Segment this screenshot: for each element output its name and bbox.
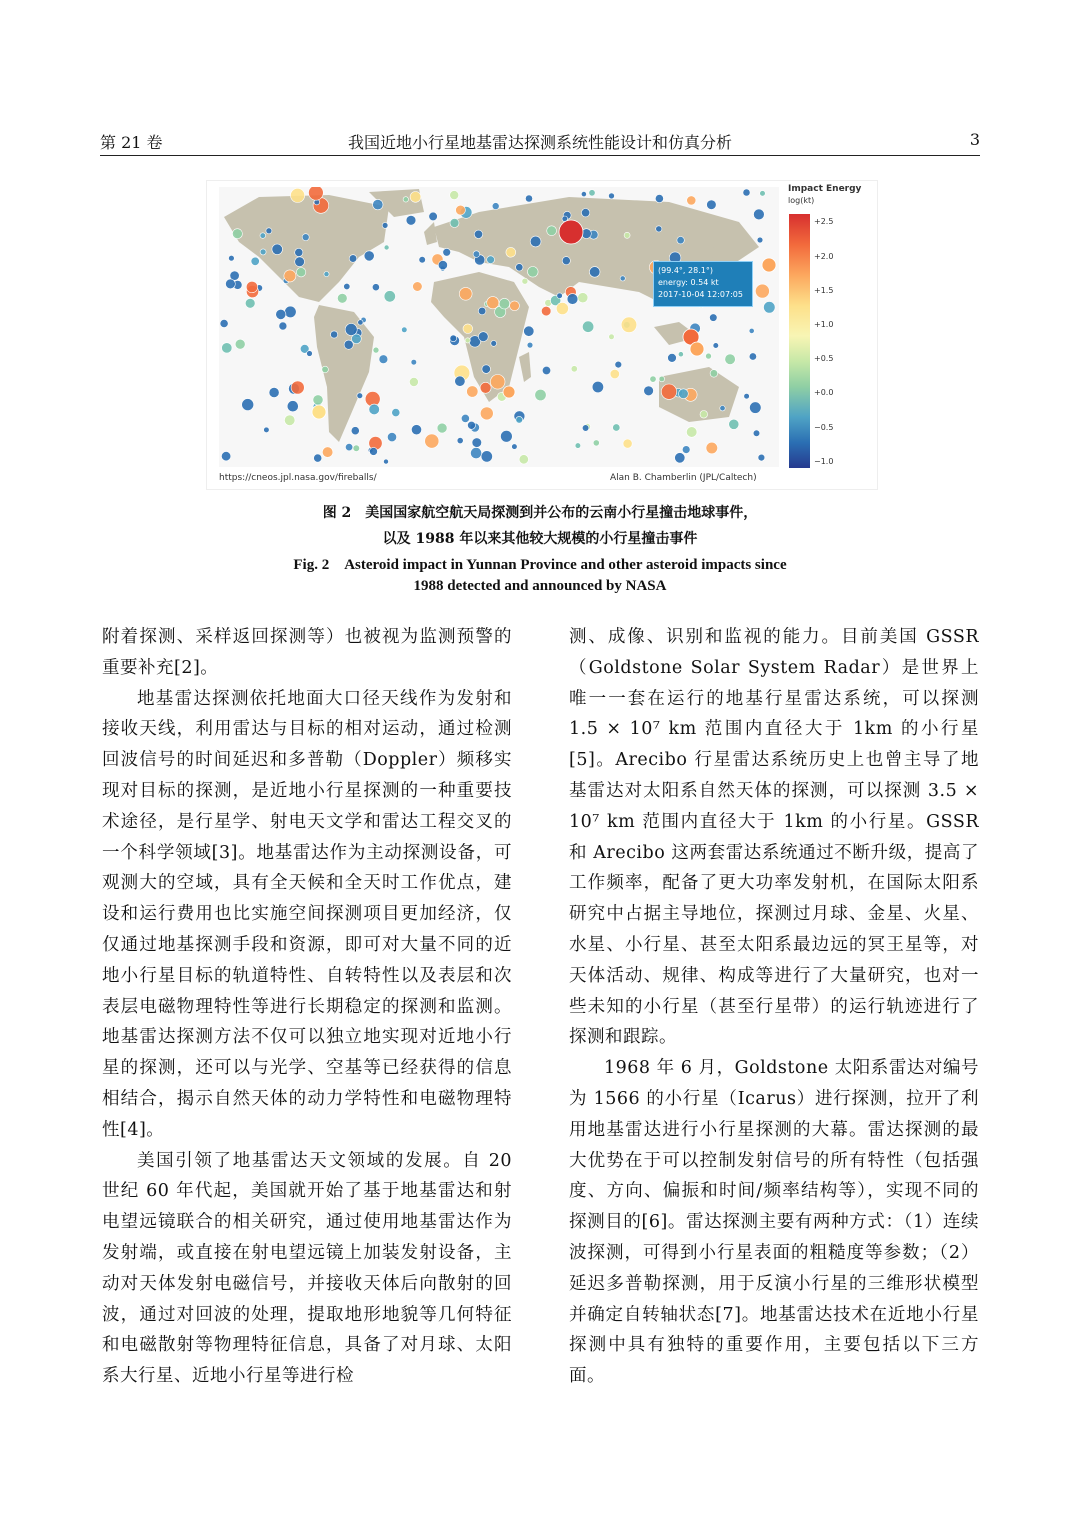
impact-marker [686,427,697,438]
impact-marker [512,444,518,450]
impact-marker [480,382,491,393]
impact-marker [661,384,676,399]
impact-marker [370,447,378,455]
impact-marker [620,276,625,281]
impact-marker [302,234,309,241]
impact-marker [713,343,719,349]
impact-marker [242,399,254,411]
impact-marker [575,443,581,449]
impact-marker [725,354,736,365]
impact-marker [369,404,380,415]
impact-marker [235,339,245,349]
impact-marker [411,359,417,365]
figure-caption-en-line2: 1988 detected and announced by NASA [413,578,667,594]
impact-marker [456,205,466,215]
paragraph: 测、成像、识别和监视的能力。目前美国 GSSR（Goldstone Solar System Radar）是世界上唯一一套在运行的地基行星雷达系统，可以探测 1.5 × 10⁷ km 范围内直径大于 1km 的小行星[5]。Arecibo 行星雷达系统历史上也曾主导了地基雷达对太阳系自然天体的探测，可以探测 3.5 × 10⁷ km 范围内直径大于 1km 的小行星。GSSR 和 Arecibo 这两套雷达系统通过不断升级，提高了工作频率，配备了更大功率发射机，在国际太阳系研究中占据主导地位，探测过月球、金星、火星、水星、小行星、甚至太阳系最边远的冥王星等，对天体活动、规律、构成等进行了大量研究，也对一些未知的小行星（甚至行星带）的运行轨迹进行了探测和跟踪。 [569,627,979,1048]
impact-marker [246,281,257,292]
impact-marker [402,327,408,333]
impact-marker [610,369,619,378]
impact-marker [353,445,360,452]
impact-marker [567,294,578,305]
impact-marker [687,196,696,205]
impact-marker [547,226,557,236]
impact-marker [322,447,333,458]
impact-marker [690,342,704,356]
impact-marker [251,257,259,265]
figure-caption-en-line1: Fig. 2 Asteroid impact in Yunnan Province and other asteroid impacts since [293,557,787,573]
colorbar-tick: +0.0 [814,388,834,397]
impact-marker [467,386,478,397]
impact-marker [557,293,563,299]
impact-marker [276,309,286,319]
impact-marker [373,199,383,209]
impact-marker [472,438,482,448]
impact-marker [351,427,359,435]
colorbar [789,214,810,468]
impact-marker [471,448,482,459]
impact-marker [473,251,480,258]
figure-caption-cn-line1: 图 2 美国国家航空航天局探测到并公布的云南小行星撞击地球事件， [322,505,758,521]
impact-marker [589,267,600,278]
impact-marker [490,375,505,390]
impact-marker [762,258,776,272]
impact-marker [468,421,476,429]
paragraph: 美国引领了地基雷达天文领域的发展。自 20 世纪 60 年代起，美国就开始了基于地基雷达和射电望远镜联合的相关研究，通过使用地基雷达作为发射端，或直接在射电望远镜上加装发射设备，主动对天体发射电磁信号，并接收天体后向散射的回波，通过对回波的处理，提取地形地貌等几何特征和电磁散射等物理特征信息，具备了对月球、太阳系大行星、近地小行星等进行检 [102,1150,512,1387]
impact-marker [491,341,497,347]
impact-marker [295,257,305,267]
impact-marker [675,453,685,463]
impact-marker [682,446,690,454]
impact-marker [615,361,622,368]
tooltip-datetime: 2017-10-04 12:07:05 [658,290,743,299]
impact-marker [700,411,708,419]
impact-marker [291,381,304,394]
impact-marker [364,251,374,261]
impact-marker [349,255,357,263]
impact-marker [679,389,689,399]
impact-marker [295,248,303,256]
impact-marker [571,366,577,372]
impact-marker [465,338,470,343]
impact-marker [438,261,447,270]
impact-marker [344,283,350,289]
impact-marker [562,257,570,265]
impact-marker [668,354,677,363]
impact-marker [229,255,235,261]
impact-marker [542,366,550,374]
impact-marker [750,402,762,414]
impact-marker [463,324,473,334]
impact-marker [506,247,516,257]
impact-marker [581,209,589,217]
impact-marker [291,188,305,202]
impact-marker [226,279,236,289]
colorbar-tick: +1.0 [814,320,834,329]
impact-marker [443,248,451,256]
impact-marker [220,319,228,327]
colorbar-title: Impact Energy [788,184,862,194]
impact-marker [757,237,763,243]
impact-marker [743,189,750,196]
impact-marker [487,297,499,309]
impact-marker [358,320,363,325]
colorbar-tick: −1.0 [814,457,834,466]
impact-marker [678,352,683,357]
impact-marker [379,355,388,364]
colorbar-tick: +0.5 [814,354,834,363]
tooltip-energy: energy: 0.54 kt [658,278,719,287]
impact-marker [535,389,546,400]
impact-marker [309,187,324,200]
impact-marker [593,440,599,446]
impact-tooltip [653,261,753,307]
impact-marker [481,451,492,462]
impact-marker [337,293,347,303]
impact-marker [710,370,718,378]
tooltip-coords: (99.4°, 28.1°) [658,266,713,275]
impact-marker [387,433,396,442]
impact-marker [372,284,379,291]
impact-marker [409,378,418,387]
impact-marker [221,452,230,461]
impact-marker [345,443,352,450]
impact-marker [450,191,459,200]
impact-marker [272,244,283,255]
impact-marker [578,293,588,303]
impact-marker [501,430,513,442]
impact-marker [373,347,379,353]
impact-marker [269,387,279,397]
impact-marker [474,230,482,238]
impact-marker [345,324,357,336]
impact-marker [461,414,469,422]
impact-marker [324,272,329,277]
impact-marker [322,366,329,373]
impact-marker [437,423,447,433]
impact-marker [729,419,739,429]
impact-marker [621,317,637,333]
impact-marker [480,407,493,420]
impact-marker [710,314,718,322]
impact-marker [482,365,491,374]
paragraph: 1968 年 6 月，Goldstone 太阳系雷达对编号为 1566 的小行星（Icarus）进行探测，拉开了利用地基雷达进行小行星探测的大幕。雷达探测的最大优势在于可以控制发射信号的所有特性（包括强度、方向、偏振和时间/频率结构等），实现不同的探测目的[6]。雷达探测主要有两种方式：（1）连续波探测，可得到小行星表面的粗糙度等参数；（2）延迟多普勒探测，用于反演小行星的三维形状模型并确定自转轴状态[7]。地基雷达技术在近地小行星探测中具有独特的重要作用，主要包括以下三方面。 [569,1058,979,1387]
impact-marker [525,195,532,202]
impact-marker [556,302,568,314]
impact-marker [357,393,363,399]
impact-marker [384,459,389,464]
impact-marker [312,405,326,419]
impact-marker [764,302,776,314]
impact-marker [478,307,486,315]
impact-marker [455,376,465,386]
impact-marker [459,287,472,300]
impact-marker [287,401,298,412]
impact-marker [503,386,515,398]
page-header [100,128,980,154]
figure-impact-map [206,180,878,490]
impact-marker [527,342,533,348]
impact-marker [655,195,663,203]
impact-marker [406,215,416,225]
impact-marker [623,439,632,448]
world-map [219,187,779,467]
impact-marker [707,200,717,210]
impact-marker [749,328,754,333]
impact-marker [755,284,769,298]
impact-marker [744,393,750,399]
right-column [569,622,979,1392]
impact-marker [284,415,295,426]
impact-marker [624,232,630,238]
impact-marker [245,298,255,308]
impact-marker [331,331,338,338]
paragraph: 附着探测、采样返回探测等）也被视为监测预警的重要补充[2]。 [102,627,512,678]
impact-marker [516,264,523,271]
impact-marker [659,376,665,382]
impact-marker [706,353,712,359]
impact-marker [344,340,353,349]
impact-marker [582,425,589,432]
impact-marker [410,192,421,203]
impact-marker [589,190,595,196]
left-column [102,622,512,1392]
impact-marker [285,306,297,318]
impact-marker [264,427,270,433]
impact-marker [313,395,323,405]
impact-marker [592,381,603,392]
impact-marker [609,193,615,199]
impact-marker [516,416,523,423]
impact-marker [222,343,232,353]
impact-marker [392,409,400,417]
impact-marker [429,212,438,221]
impact-marker [411,425,421,435]
impact-marker [260,233,266,239]
impact-marker [706,442,718,454]
impact-marker [749,353,756,360]
impact-marker [403,197,408,202]
impact-marker [613,424,620,431]
impact-marker [384,245,389,250]
colorbar-subtitle: log(kt) [788,196,815,205]
impact-marker [510,301,520,311]
impact-marker [758,454,765,461]
colorbar-tick: +2.5 [814,217,834,226]
impact-marker [492,203,499,210]
impact-marker [541,306,551,316]
impact-marker [524,326,534,336]
impact-marker [279,322,287,330]
impact-marker [519,455,528,464]
impact-marker [760,191,766,197]
colorbar-tick: +1.5 [814,286,834,295]
impact-marker [382,223,388,229]
impact-marker [581,192,586,197]
colorbar-tick: +2.0 [814,252,834,261]
impact-marker [487,256,495,264]
header-rule [100,155,980,156]
impact-marker [582,321,593,332]
impact-marker [450,335,457,342]
impact-marker [650,376,656,382]
impact-marker [425,434,439,448]
impact-marker [528,267,539,278]
impact-marker [314,454,322,462]
running-title: 我国近地小行星地基雷达探测系统性能设计和仿真分析 [347,133,732,152]
impact-marker [419,256,426,263]
page-number: 3 [969,130,980,149]
impact-marker [499,298,510,309]
impact-marker [754,209,765,220]
impact-marker [677,237,684,244]
figure-caption-cn-line2: 以及 1988 年以来其他较大规模的小行星撞击事件 [382,531,698,547]
impact-marker [232,229,242,239]
impact-marker [266,228,272,234]
impact-marker [522,278,528,284]
impact-marker [644,386,654,396]
impact-marker [307,351,313,357]
impact-marker [413,282,423,292]
volume-label: 第 21 卷 [100,133,163,152]
impact-marker [296,268,305,277]
impact-marker [609,334,615,340]
impact-marker [559,220,583,244]
impact-marker [450,219,459,228]
figure-source-url: https://cneos.jpl.nasa.gov/fireballs/ [219,473,377,483]
impact-marker [753,430,760,437]
world-map-drawing [219,187,779,467]
figure-credit: Alan B. Chamberlin (JPL/Caltech) [610,473,757,483]
impact-marker [384,291,395,302]
impact-marker [260,249,266,255]
impact-marker [656,226,662,232]
impact-marker [478,332,488,342]
paragraph: 地基雷达探测依托地面大口径天线作为发射和接收天线，利用雷达与目标的相对运动，通过检测回波信号的时间延迟和多普勒（Doppler）频移实现对目标的探测，是近地小行星探测的一种重要技术途径，是行星学、射电天文学和雷达工程交叉的一个科学领域[3]。地基雷达作为主动探测设备，可观测大的空域，具有全天候和全天时工作优点，建设和运行费用也比实施空间探测项目更加经济，仅仅通过地基探测手段和资源，即可对大量不同的近地小行星目标的轨道特性、自转特性以及表层和次表层电磁物理特性等进行长期稳定的探测和监测。地基雷达探测方法不仅可以独立地实现对近地小行星的探测，还可以与光学、空基等已经获得的信息相结合，揭示自然天体的动力学特性和电磁物理特性[4]。 [102,688,512,1140]
impact-marker [720,406,725,411]
colorbar-tick: −0.5 [814,423,834,432]
impact-marker [457,438,463,444]
impact-marker [284,270,296,282]
impact-marker [530,236,541,247]
